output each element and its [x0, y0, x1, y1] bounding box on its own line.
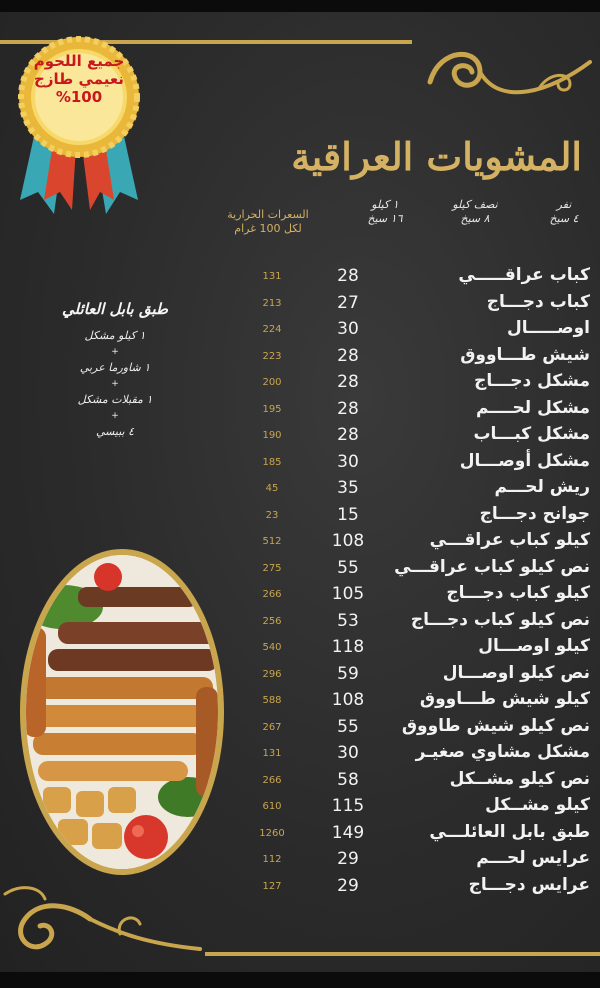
- item-price: 105: [331, 584, 365, 604]
- item-calories: 131: [262, 271, 282, 282]
- item-name: جوانح دجـــاج: [479, 503, 590, 524]
- menu-title: المشويات العراقية: [291, 134, 582, 179]
- item-price: 28: [337, 345, 359, 366]
- col-head-half-kilo: [440, 198, 510, 226]
- platter-item: ١ مقبلات مشكل: [77, 393, 153, 406]
- item-price: 115: [331, 796, 365, 816]
- item-calories: 610: [262, 801, 282, 812]
- platter-title: طبق بابل العائلي: [62, 300, 168, 318]
- platter-item: ١ شاورما عربي: [79, 361, 151, 374]
- col-half-kilo-label: نصف كيلو: [452, 198, 498, 211]
- item-name: مشكل كبـــاب: [473, 424, 590, 444]
- item-price: 28: [337, 266, 359, 286]
- item-name: كباب عراقـــــي: [458, 265, 590, 285]
- item-price: 35: [337, 478, 359, 498]
- menu-page: [0, 12, 600, 972]
- item-calories: 190: [262, 430, 282, 441]
- col-person-skewers: ٤ سيخ: [549, 212, 579, 225]
- item-name: كيلو اوصـــال: [478, 636, 590, 656]
- item-price: 30: [337, 451, 359, 472]
- item-calories: 112: [262, 854, 282, 865]
- platter-plus: +: [111, 411, 119, 421]
- item-price: 28: [337, 372, 359, 392]
- item-price: 30: [337, 743, 359, 763]
- fresh-meat-badge: [14, 32, 144, 222]
- item-price: 15: [337, 504, 359, 525]
- item-name: نص كيلو شيش طاووق: [401, 715, 590, 736]
- item-name: نص كيلو كباب دجـــاج: [410, 609, 590, 630]
- platter-plus: +: [111, 379, 119, 389]
- item-name: كيلو كباب دجـــاج: [446, 583, 590, 603]
- top-right-swirl-ornament: [420, 32, 600, 112]
- item-name: نص كيلو مشــكل: [449, 768, 590, 789]
- item-price: 55: [337, 557, 359, 578]
- item-calories: 275: [262, 562, 282, 574]
- item-price: 29: [337, 875, 359, 896]
- col-head-person: [534, 198, 594, 226]
- item-name: عرايس لحـــم: [476, 848, 590, 868]
- item-name: ريش لحـــم: [494, 477, 590, 497]
- item-calories: 266: [262, 589, 282, 600]
- platter-plus: +: [111, 347, 119, 357]
- platter-item: ٤ ببيسي: [95, 425, 135, 438]
- item-calories: 131: [262, 748, 282, 759]
- item-name: مشكل لحــــم: [475, 397, 590, 418]
- item-price: 59: [337, 663, 359, 684]
- item-calories: 512: [262, 536, 282, 547]
- item-price: 53: [337, 610, 359, 631]
- item-calories: 256: [262, 615, 282, 627]
- item-price: 28: [337, 425, 359, 445]
- calories-heading-line-1: السعرات الحرارية: [227, 208, 309, 221]
- item-calories: 185: [262, 456, 282, 468]
- item-price: 30: [337, 319, 359, 339]
- col-half-kilo-skewers: ٨ سيخ: [460, 212, 490, 225]
- item-price: 28: [337, 398, 359, 419]
- item-price: 55: [337, 716, 359, 737]
- item-calories: 213: [262, 297, 282, 309]
- item-name: كيلو شيش طـــاووق: [419, 689, 590, 709]
- bottom-gold-line: [205, 952, 600, 956]
- item-price: 29: [337, 849, 359, 869]
- item-calories: 1260: [259, 827, 285, 839]
- item-name: نص كيلو كباب عراقـــي: [394, 556, 590, 577]
- item-calories: 588: [262, 695, 282, 706]
- item-name: مشكل مشاوي صغيـر: [415, 742, 590, 762]
- col-kilo-skewers: ١٦ سيخ: [367, 212, 403, 225]
- item-calories: 224: [262, 324, 282, 335]
- menu-row: [0, 477, 600, 504]
- item-name: كباب دجـــاج: [486, 291, 590, 312]
- menu-row: [0, 265, 600, 292]
- item-calories: 127: [262, 880, 282, 892]
- col-kilo-label: ١ كيلو: [371, 198, 399, 211]
- item-name: نص كيلو اوصـــال: [442, 662, 590, 683]
- menu-row: [0, 875, 600, 902]
- item-calories: 296: [262, 668, 282, 680]
- item-calories: 540: [262, 642, 282, 653]
- badge-text: [14, 52, 144, 106]
- item-calories: 23: [265, 509, 279, 521]
- item-name: عرايس دجـــاج: [468, 874, 590, 895]
- badge-line-1: جميع اللحوم: [33, 52, 125, 70]
- platter-item: ١ كيلو مشكل: [84, 329, 146, 342]
- item-name: اوصـــــال: [506, 318, 590, 338]
- item-name: مشكل دجـــاج: [474, 371, 590, 391]
- item-name: طبق بابل العائلـــي: [429, 821, 590, 842]
- menu-row: [0, 451, 600, 478]
- calories-heading-line-2: لكل 100 غرام: [234, 222, 302, 235]
- item-price: 149: [331, 822, 365, 843]
- menu-row: [0, 504, 600, 531]
- item-price: 118: [331, 637, 365, 657]
- badge-line-2: نعيمي طازج: [34, 70, 124, 88]
- family-platter-box: [20, 300, 210, 442]
- item-name: شيش طـــاووق: [460, 344, 590, 365]
- item-calories: 200: [262, 377, 282, 388]
- item-calories: 195: [262, 403, 282, 415]
- item-price: 58: [337, 769, 359, 790]
- item-price: 108: [331, 690, 365, 710]
- item-name: مشكل أوصـــال: [459, 450, 590, 471]
- item-price: 108: [331, 531, 365, 551]
- grill-platter-image: [18, 547, 226, 877]
- col-person-label: نفر: [556, 198, 572, 211]
- item-calories: 267: [262, 721, 282, 733]
- item-name: كيلو مشــكل: [485, 795, 590, 815]
- item-price: 27: [337, 292, 359, 313]
- badge-line-3: %100: [55, 88, 103, 106]
- item-calories: 45: [265, 483, 279, 494]
- col-head-kilo: [350, 198, 420, 226]
- item-name: كيلو كباب عراقـــي: [429, 530, 590, 550]
- calories-heading: [218, 208, 318, 236]
- item-calories: 266: [262, 774, 282, 786]
- item-calories: 223: [262, 350, 282, 362]
